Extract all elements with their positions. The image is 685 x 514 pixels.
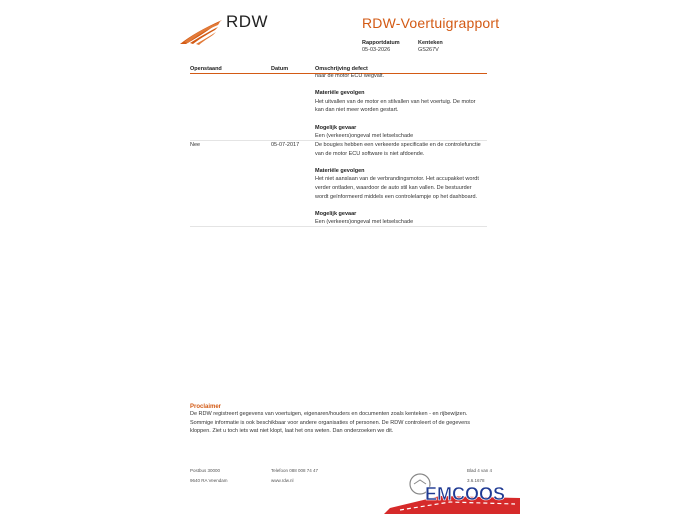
disclaimer-title: Proclaimer [190,404,222,410]
row2-line: van de motor ECU software is niet afdoende. [315,150,425,157]
footer-phone: Telefoon 088 008 74 47 [271,468,319,473]
footer-code: 3.6.1678 [467,478,485,483]
rdw-logo-icon [178,18,224,46]
emcoos-watermark-logo [380,468,530,514]
row2-gevolgen-line: wordt geïnformeerd middels een controlelampje op het dashboard. [315,193,478,200]
row1-gevolgen-title: Materiële gevolgen [315,90,365,97]
rapportdatum-value: 05-03-2026 [362,47,391,53]
row2-description [315,141,487,227]
row1-gevaar-line: Een (verkeers)ongeval met letselschade [315,133,414,140]
row1-description [315,72,487,141]
row2-gevaar-title: Mogelijk gevaar [315,210,357,217]
disclaimer-line: Sommige informatie is ook beschikbaar voor andere organisaties of personen. De RDW controleert of de gegevens [190,419,471,426]
footer-page: Blad 4 van 4 [467,468,493,473]
logo-text: RDW [226,12,269,31]
footer-contact [271,466,318,486]
col-openstaand: Openstaand [190,66,222,72]
row-divider [190,226,487,227]
footer-postbus: Postbus 30000 [190,468,221,473]
rapportdatum-label: Rapportdatum [362,40,400,46]
emcoos-text: EMCOOS [425,484,506,504]
report-title: RDW-Voertuigrapport [362,15,500,31]
row1-gevolgen-line: Het uitvallen van de motor en stilvallen van het voertuig. De motor [315,98,476,105]
footer-address [190,466,228,486]
row2-gevolgen-line: verder ontladen, waardoor de auto stil kan vallen. De bestuurder [315,184,472,191]
row2-openstaand: Nee [190,142,201,148]
col-datum: Datum [271,66,289,72]
row1-gevaar-title: Mogelijk gevaar [315,124,357,131]
col-omschrijving: Omschrijving defect [315,66,368,72]
row2-gevolgen-title: Materiële gevolgen [315,167,365,174]
disclaimer-text [190,410,490,436]
disclaimer-line: De RDW registreert gegevens van voertuigen, eigenaren/houders en documenten zoals kenteken - en rijbewijzen. [190,411,468,417]
footer-website[interactable]: www.rdw.nl [271,478,294,483]
footer-city: 9640 RA Veendam [190,478,228,483]
row2-line: De bougies hebben een verkeerde specificatie en de controlefunctie [315,142,481,148]
row1-gevolgen-line: kan dan niet meer worden gestart. [315,107,399,114]
kenteken-label: Kenteken [418,40,443,46]
row2-gevaar-line: Een (verkeers)ongeval met letselschade [315,219,414,226]
disclaimer-line: kloppen. Ziet u toch iets wat niet klopt, laat het ons weten. Dan onderzoeken we dit. [190,428,394,435]
row1-line: naar de motor ECU wegvalt. [315,73,385,79]
row2-gevolgen-line: Het niet aanslaan van de verbrandingsmotor. Het accupakket wordt [315,176,479,183]
kenteken-value: GS267V [418,47,439,53]
row2-datum: 05-07-2017 [271,142,300,148]
